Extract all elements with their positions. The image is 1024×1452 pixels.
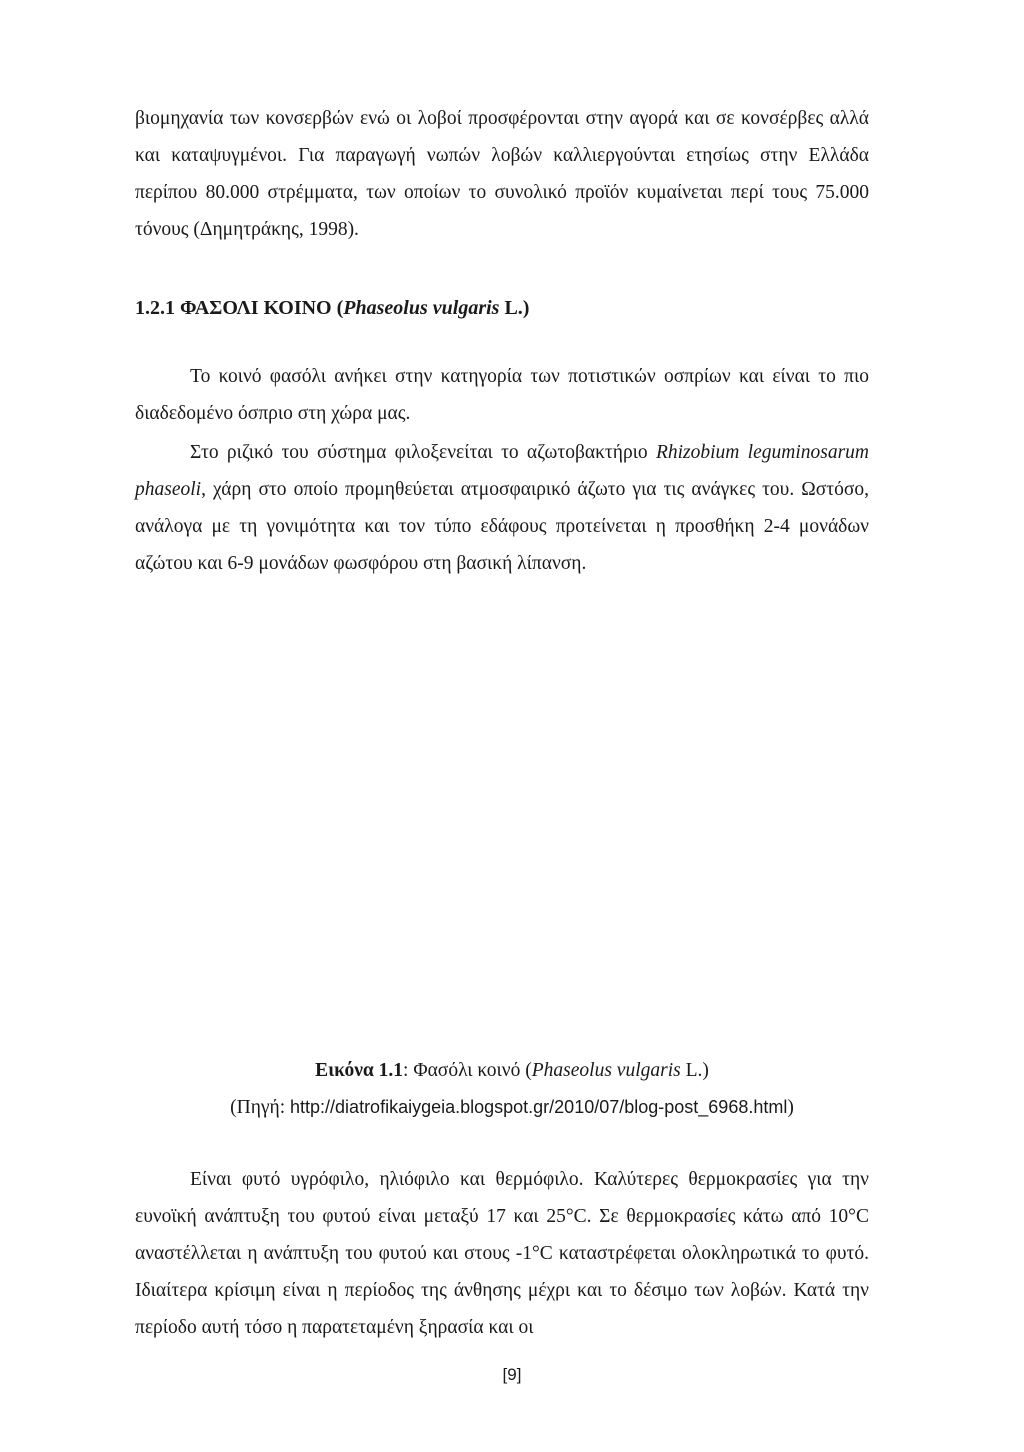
section-latin-open: (: [336, 297, 344, 319]
caption-label: Εικόνα 1.1: [315, 1060, 404, 1081]
section-heading: [135, 290, 529, 327]
figure-source: [0, 1089, 1024, 1126]
source-close: ): [787, 1097, 794, 1118]
para1-text: Το κοινό φασόλι ανήκει στην κατηγορία των ποτιστικών οσπρίων και είναι το πιο διαδεδομένο όσπριο στη χώρα μας.: [135, 366, 869, 424]
paragraph-rhizobium: [135, 434, 869, 582]
section-latin-name: Phaseolus vulgaris: [343, 297, 500, 319]
intro-text: βιομηχανία των κονσερβών ενώ οι λοβοί προσφέρονται στην αγορά και σε κονσέρβες αλλά και καταψυγμένοι. Για παραγωγή νωπών λοβών καλλιεργούνται ετησίως στην Ελλάδα περίπου 80.000 στρέμματα, των οποίων το συνολικό προϊόν κυμαίνεται περί τους 75.000 τόνους (Δημητράκης, 1998).: [135, 108, 869, 240]
para3-text: Είναι φυτό υγρόφιλο, ηλιόφιλο και θερμόφιλο. Καλύτερες θερμοκρασίες για την ευνοϊκή ανάπτυξη του φυτού είναι μεταξύ 17 και 25°C. Σε θερμοκρασίες κάτω από 10°C αναστέλλεται η ανάπτυξη του φυτού και στους -1°C καταστρέφεται ολοκληρωτικά το φυτό. Ιδιαίτερα κρίσιμη είναι η περίοδος της άνθησης μέχρι και το δέσιμο των λοβών. Κατά την περίοδο αυτή τόσο η παρατεταμένη ξηρασία και οι: [135, 1169, 869, 1338]
source-label: (Πηγή:: [230, 1097, 291, 1118]
section-title: ΦΑΣΟΛΙ ΚΟΙΝΟ: [180, 297, 332, 319]
intro-paragraph: [135, 100, 869, 248]
figure-image-placeholder: [0, 610, 1024, 1030]
para2-part1: Στο ριζικό του σύστημα φιλοξενείται το αζωτοβακτήριο: [190, 442, 656, 463]
caption-text-before: : Φασόλι κοινό (: [403, 1060, 532, 1081]
section-number: 1.2.1: [135, 297, 175, 319]
section-latin-author: L.): [504, 297, 530, 319]
source-url: http://diatrofikaiygeia.blogspot.gr/2010/07/blog-post_6968.html: [290, 1097, 788, 1117]
paragraph-classification: [135, 358, 869, 432]
figure-caption: [0, 1052, 1024, 1089]
caption-species: Phaseolus vulgaris: [531, 1060, 681, 1081]
page-number: [9]: [502, 1365, 522, 1384]
para2-part2: , χάρη στο οποίο προμηθεύεται ατμοσφαιρικό άζωτο για τις ανάγκες του. Ωστόσο, ανάλογα με τη γονιμότητα και τον τύπο εδάφους προτείνεται η προσθήκη 2-4 μονάδων αζώτου και 6-9 μονάδων φωσφόρου στη βασική λίπανση.: [135, 479, 869, 574]
caption-text-after: L.): [680, 1060, 709, 1081]
para2-species: Rhizobium leguminosarum phaseoli: [135, 442, 870, 500]
paragraph-climate: [135, 1161, 869, 1346]
